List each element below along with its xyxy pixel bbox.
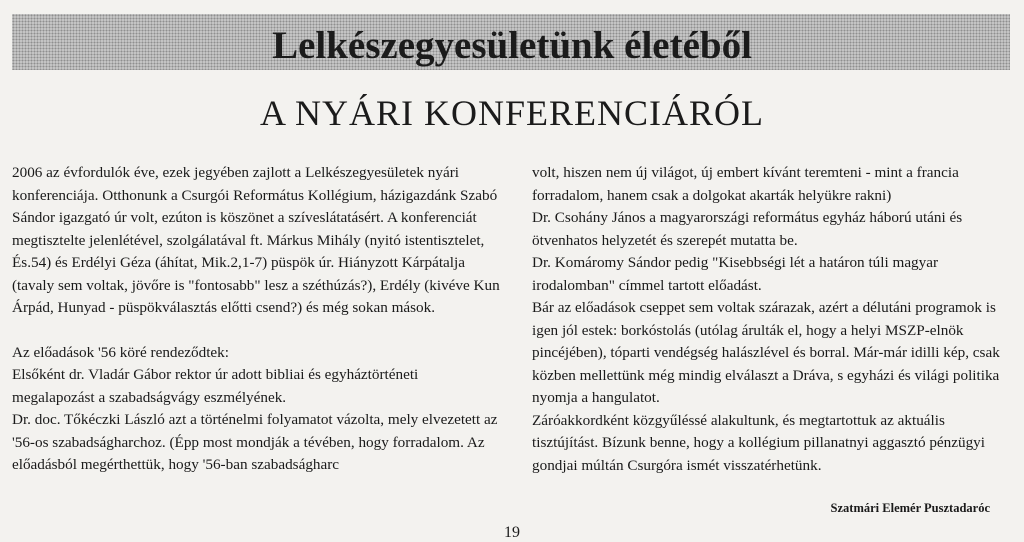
tokeczki-paragraph: Dr. doc. Tőkéczki László azt a történelmi folyamatot vázolta, mely elvezetett az '56-os szabadságharchoz. (Épp most mondják a tévében, hogy forradalom. Az előadásból megérthettük, hogy '56-ban szabadságharc	[12, 411, 498, 473]
komaromy-paragraph: Dr. Komáromy Sándor pedig "Kisebbségi lét a határon túli magyar irodalomban" címmel tartott előadást.	[532, 254, 939, 294]
programs-paragraph: Bár az előadások cseppet sem voltak szárazak, azért a délutáni programok is igen jól estek: borkóstolás (utólag árulták el, hogy a helyi MSZP-elnök pincéjében), tóparti vendégség halászlével és borral. Már-már idilli kép, csak közben mellettünk még mindig elválaszt a Dráva, s egyházi és világi politika nyomja a hangulatot.	[532, 299, 1000, 406]
section-title: Lelkészegyesületünk életéből	[272, 24, 752, 67]
author-signature: Szatmári Elemér Pusztadaróc	[830, 501, 990, 515]
continuation-paragraph: volt, hiszen nem új világot, új embert kívánt teremteni - mint a francia forradalom, hanem csak a dolgokat akarták helyükre rakni)	[532, 164, 959, 204]
article-title: A NYÁRI KONFERENCIÁRÓL	[259, 93, 764, 133]
intro-paragraph: 2006 az évfordulók éve, ezek jegyében zajlott a Lelkészegyesületek nyári konferenciája. Otthonunk a Csurgói Református Kollégium, házigazdánk Szabó Sándor igazgató úr volt, ezúton is köszönet a szíveslátatásért. A konferenciát megtisztelte jelenlétével, szolgálatával ft. Márkus Mihály (nyitó istentisztelet, És.54) és Erdélyi Géza (áhítat, Mik.2,1-7) püspök úr. Hiányzott Kárpátalja (tavaly sem voltak, jövőre is "fontosabb" lesz a széthúzás?), Erdély (kivéve Kun Árpád, Hunyad - püspökválasztás előtti csend?) és még sokan mások.	[12, 164, 500, 316]
csohany-paragraph: Dr. Csohány János a magyarországi református egyház háború utáni és ötvenhatos helyzetét és szerepét mutatta be.	[532, 209, 963, 249]
paragraph-gap	[12, 320, 500, 342]
left-column	[12, 162, 500, 477]
lectures-intro-paragraph: Az előadások '56 köré rendeződtek:	[12, 343, 229, 361]
vladar-paragraph: Elsőként dr. Vladár Gábor rektor úr adott bibliai és egyháztörténeti megalapozást a szabadságvágy eszmélyének.	[12, 366, 419, 406]
right-column	[532, 162, 1014, 477]
closing-paragraph: Záróakkordként közgyűléssé alakultunk, és megtartottuk az aktuális tisztújítást. Bízunk benne, hogy a kollégium pillanatnyi aggasztó pénzügyi gondjai múltán Csurgóra ismét visszatérhetünk.	[532, 411, 985, 474]
page-number: 19	[504, 524, 520, 541]
